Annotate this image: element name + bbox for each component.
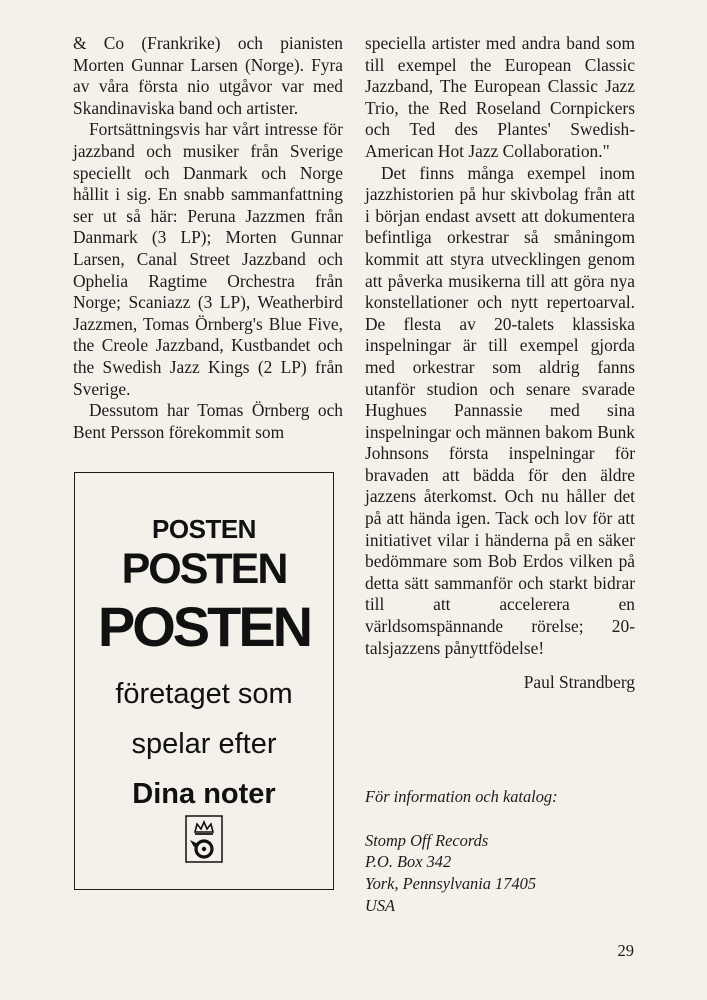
right-text-column [365,33,635,694]
left-text-column [73,33,343,443]
author-signature: Paul Strandberg [523,672,635,693]
left-paragraph-3: Dessutom har Tomas Örnberg och Bent Persson förekommit som [73,400,343,442]
page-number: 29 [617,941,634,960]
left-paragraph-1: & Co (Frankrike) och pianisten Morten Gunnar Larsen (Norge). Fyra av våra första nio utgåvor var med Skandinaviska band och artister. [73,33,343,118]
contact-block [365,786,635,917]
contact-city: York, Pennsylvania 17405 [365,874,537,894]
right-paragraph-2: Det finns många exempel inom jazzhistorien på hur skivbolag från att i början endast avsett att dokumentera befintliga orkestrar så småningom kommit att styra utvecklingen genom att påverka musikerna till att göra nya konstellationer och nytt repertoarval. De flesta av 20-talets klassiska inspelningar är till exempel gjorda med orkestrar som aldrig fanns utanför studion och senare svarade Hughues Pannassie med sina inspelningar och männen bakom Bunk Johnsons första inspelningar för bravaden att bädda för den äldre jazzens återkomst. Och nu håller det på att hända igen. Tack och lov för att initiativet vilar i händerna på en säker bedömmare som Bob Erdos vilken på detta sätt sammanför och starkt bidrar till att accelerera en världsomspännande rörelse; 20-talsjazzens pånyttfödelse! [365,162,635,658]
contact-box: P.O. Box 342 [365,852,452,872]
left-paragraph-2: Fortsättningsvis har vårt intresse för jazzband och musiker från Sverige speciellt och Danmark och Norge hållit i sig. En snabb sammanfattning ser ut så här: Peruna Jazzmen från Danmark (3 LP); Morten Gunnar Larsen, Canal Street Jazzband och Ophelia Ragtime Orchestra från Norge; Scaniazz (3 LP), Weatherbird Jazzmen, Tomas Örnberg's Blue Five, the Creole Jazzband, Kustbandet och the Swedish Jazz Kings (2 LP) från Sverige. [73,119,343,399]
ad-posten-small: POSTEN [152,514,256,544]
contact-intro: För information och katalog: [365,787,558,806]
contact-company: Stomp Off Records [365,830,489,850]
posten-advertisement [74,472,334,890]
right-paragraph-1: speciella artister med andra band som till exempel the European Classic Jazzband, The European Classic Jazz Trio, the Red Roseland Cornpickers och Ted des Plantes' Swedish-American Hot Jazz Collaboration." [365,33,635,161]
ad-tagline-3: Dina noter [132,778,276,810]
contact-country: USA [365,895,396,915]
ad-tagline-1: företaget som [115,678,293,710]
ad-posten-large: POSTEN [97,595,311,658]
contact-spacer [365,808,635,830]
ad-posten-medium: POSTEN [121,545,287,593]
ad-tagline-2: spelar efter [131,728,277,760]
posthorn-crown-icon [185,815,223,863]
